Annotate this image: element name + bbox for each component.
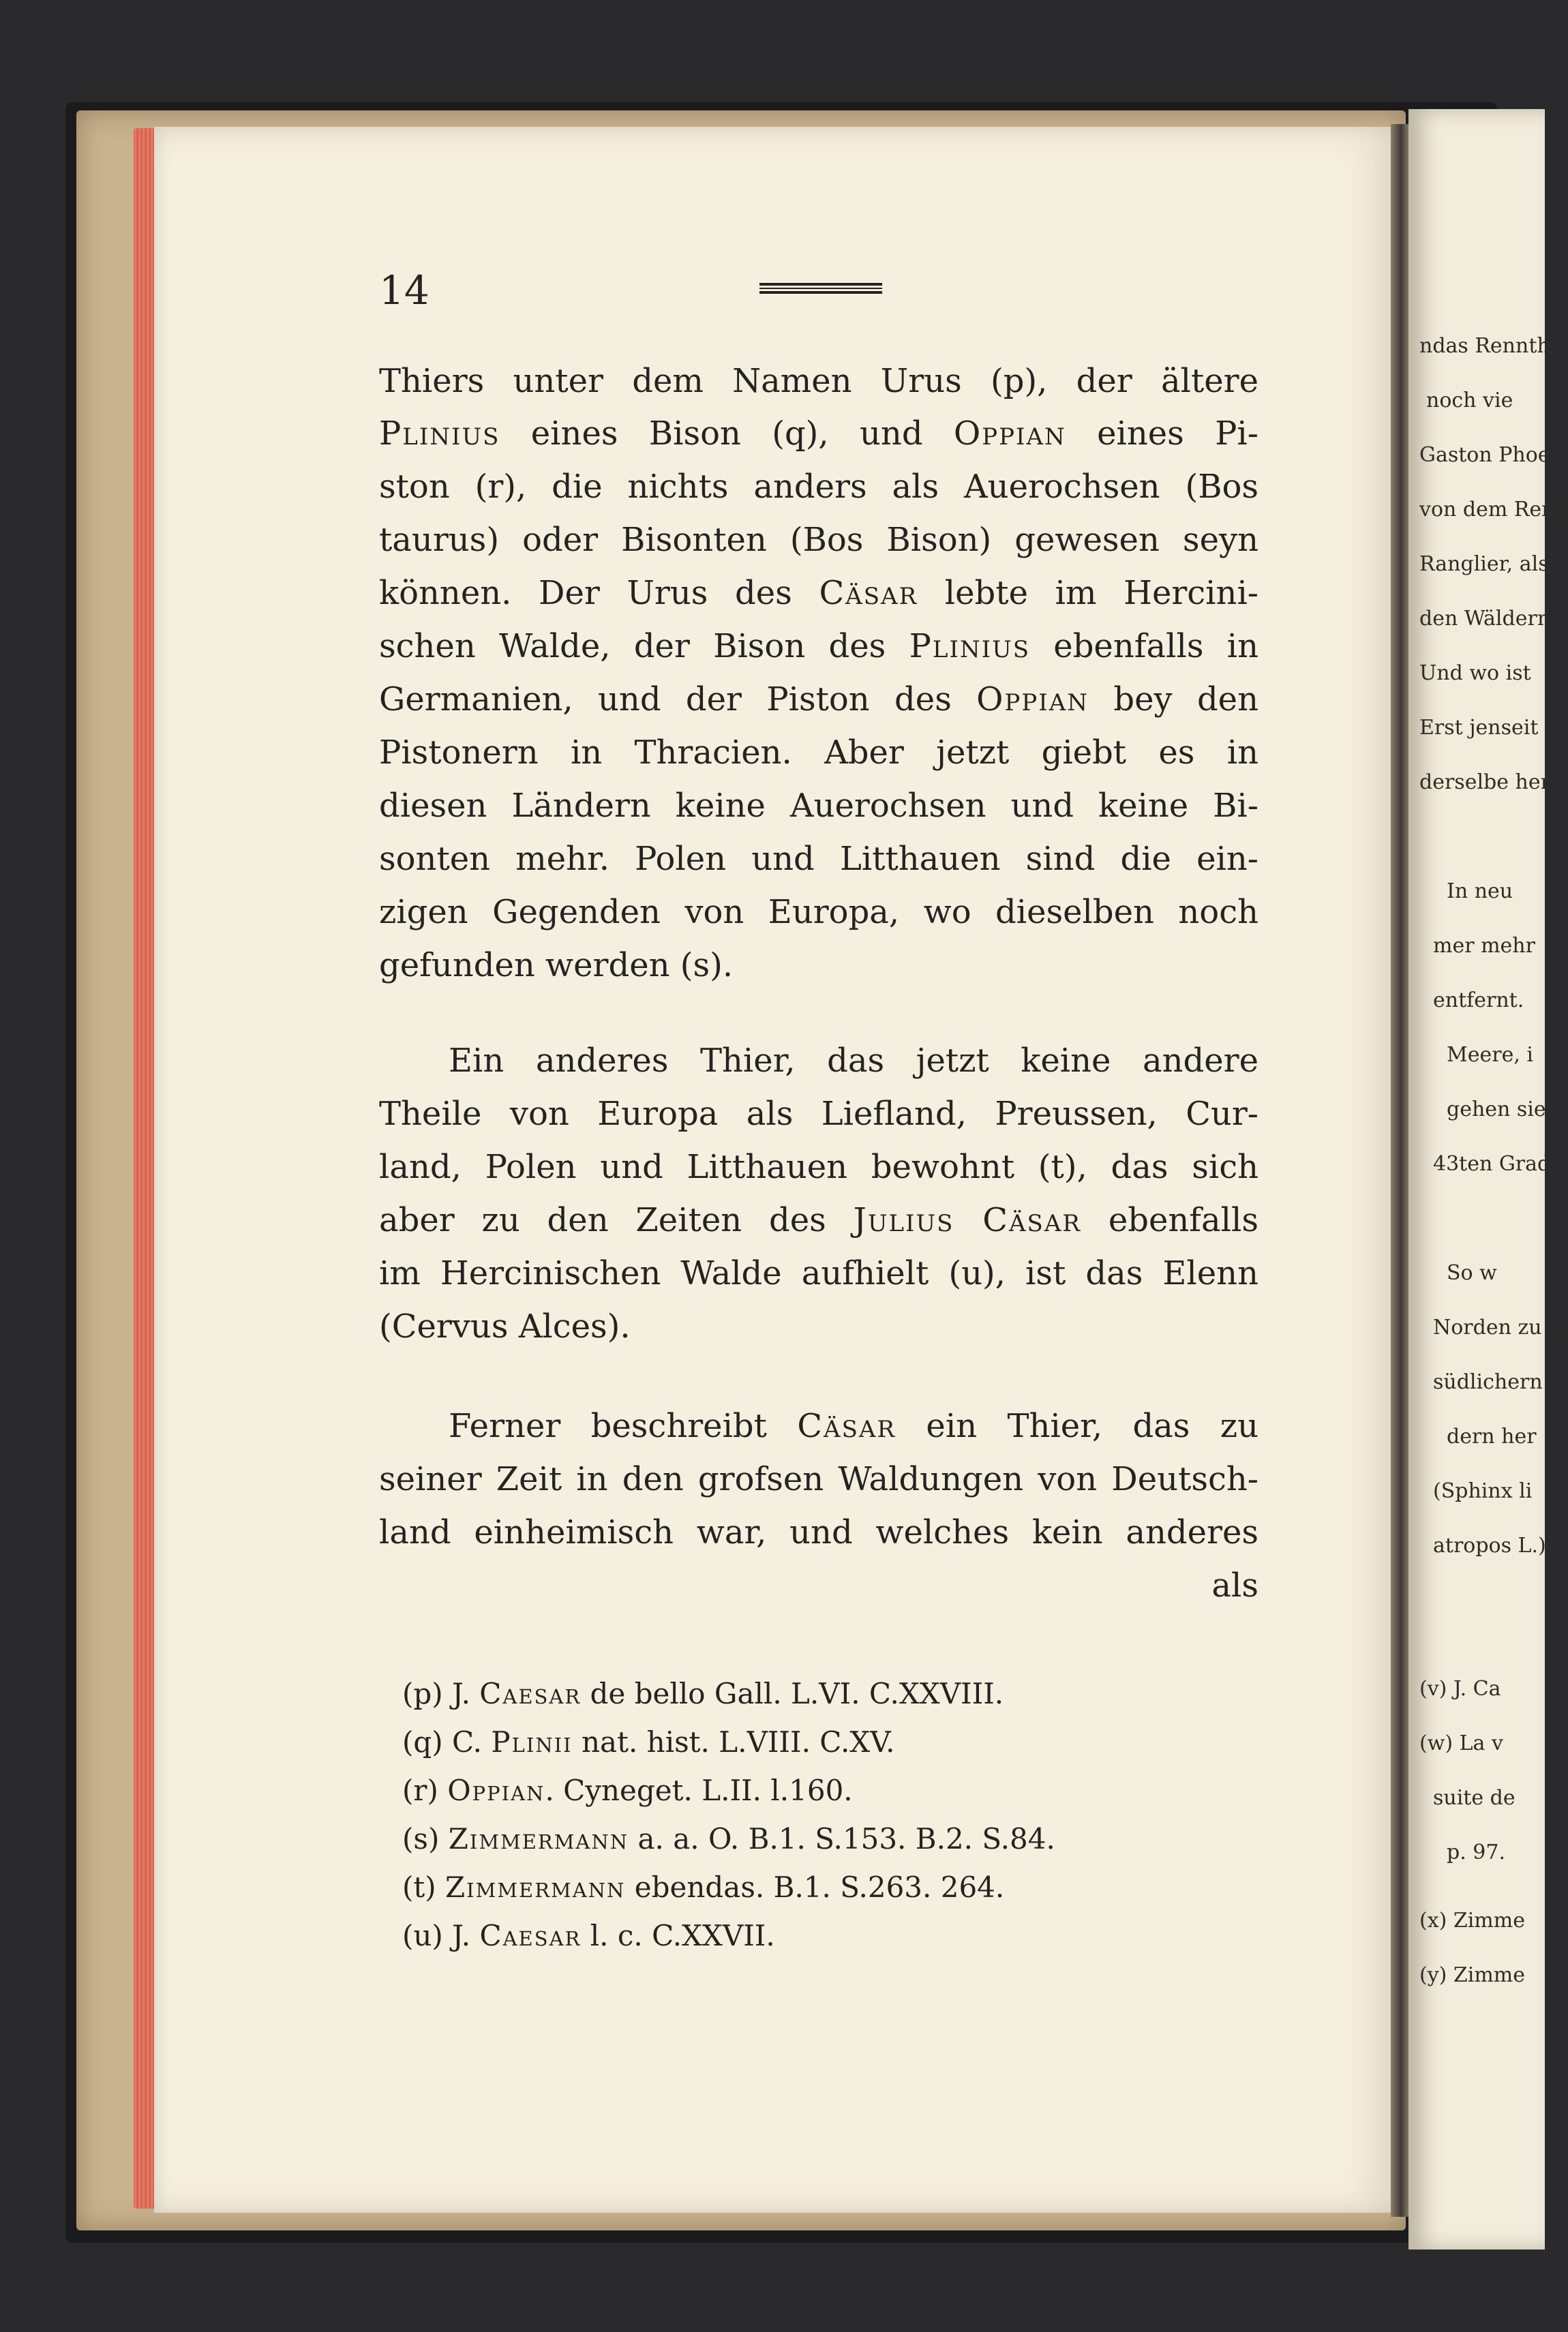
facing-page-fragment: Norden zu bbox=[1433, 1316, 1542, 1339]
text-line: Plinius eines Bison (q), und Oppian eines Pi- bbox=[379, 414, 1259, 453]
small-caps-name: Cäsar bbox=[797, 1407, 896, 1445]
facing-page-fragment: (Sphinx li bbox=[1433, 1479, 1533, 1503]
text-line: als bbox=[1211, 1566, 1258, 1605]
footnote: (t) Zimmermann ebendas. B.1. S.263. 264. bbox=[402, 1871, 1005, 1904]
footnote: (q) C. Plinii nat. hist. L.VIII. C.XV. bbox=[402, 1725, 895, 1759]
text-line: Thiers unter dem Namen Urus (p), der ältere bbox=[379, 362, 1258, 400]
text-line: schen Walde, der Bison des Plinius ebenfalls in bbox=[379, 627, 1259, 665]
facing-page-fragment: (y) Zimme bbox=[1419, 1963, 1525, 1987]
text-line: seiner Zeit in den grofsen Waldungen von Deutsch- bbox=[379, 1460, 1258, 1498]
facing-page-fragment: dern her bbox=[1447, 1425, 1537, 1449]
facing-page-fragment: suite de bbox=[1433, 1786, 1516, 1810]
facing-page-fragment: Gaston Phoe bbox=[1419, 443, 1550, 467]
facing-page-fragment: (v) J. Ca bbox=[1419, 1677, 1501, 1701]
text-line: im Hercinischen Walde aufhielt (u), ist das Elenn bbox=[379, 1254, 1258, 1292]
facing-page-fragment: südlichern bbox=[1433, 1370, 1543, 1394]
small-caps-name: Zimmermann bbox=[445, 1871, 626, 1904]
footnote: (r) Oppian. Cyneget. L.II. l.160. bbox=[402, 1774, 853, 1807]
facing-page-fragment: ndas Rennth bbox=[1419, 334, 1550, 358]
text-line: taurus) oder Bisonten (Bos Bison) gewesen seyn bbox=[379, 521, 1258, 559]
facing-page-fragment: gehen sie bbox=[1447, 1097, 1546, 1121]
text-line: ston (r), die nichts anders als Auerochsen (Bos bbox=[379, 468, 1258, 506]
small-caps-name: Plinius bbox=[909, 627, 1031, 665]
facing-page-fragment: noch vie bbox=[1426, 389, 1513, 412]
small-caps-name: Cäsar bbox=[819, 574, 918, 612]
facing-page-fragment: In neu bbox=[1447, 879, 1513, 903]
facing-page-fragment: Meere, i bbox=[1447, 1043, 1533, 1067]
facing-page-fragment: mer mehr bbox=[1433, 934, 1535, 958]
small-caps-name: Oppian bbox=[976, 680, 1089, 718]
book-page-right-partial bbox=[1408, 109, 1568, 2250]
facing-page-fragment: 43ten Grad bbox=[1433, 1152, 1551, 1176]
footnote: (u) J. Caesar l. c. C.XXVII. bbox=[402, 1919, 775, 1952]
text-line: zigen Gegenden von Europa, wo dieselben noch bbox=[379, 893, 1258, 931]
facing-page-fragment: (x) Zimme bbox=[1419, 1909, 1525, 1933]
facing-page-fragment: derselbe her bbox=[1419, 770, 1550, 794]
page-number: 14 bbox=[379, 267, 429, 314]
text-line: aber zu den Zeiten des Julius Cäsar ebenfalls bbox=[379, 1201, 1259, 1239]
text-line: Germanien, und der Piston des Oppian bey den bbox=[379, 680, 1258, 718]
text-line: gefunden werden (s). bbox=[379, 946, 734, 984]
small-caps-name: Caesar bbox=[479, 1677, 582, 1710]
facing-page-fragment: entfernt. bbox=[1433, 988, 1524, 1012]
text-line: land, Polen und Litthauen bewohnt (t), das sich bbox=[379, 1148, 1258, 1186]
text-line: land einheimisch war, und welches kein anderes bbox=[379, 1513, 1258, 1551]
text-line: Theile von Europa als Liefland, Preussen, Cur- bbox=[379, 1095, 1258, 1133]
facing-page-fragment: von dem Renn bbox=[1419, 498, 1568, 521]
small-caps-name: Julius Cäsar bbox=[853, 1201, 1081, 1239]
facing-page-fragment: So w bbox=[1447, 1261, 1497, 1285]
text-line: (Cervus Alces). bbox=[379, 1307, 631, 1346]
facing-page-fragment: Ranglier, als bbox=[1419, 552, 1549, 576]
text-line: Ein anderes Thier, das jetzt keine andere bbox=[449, 1042, 1258, 1080]
facing-page-fragment: Und wo ist bbox=[1419, 661, 1531, 685]
small-caps-name: Oppian bbox=[447, 1774, 545, 1807]
facing-page-fragment: Erst jenseit bbox=[1419, 716, 1539, 740]
text-line: Ferner beschreibt Cäsar ein Thier, das zu bbox=[449, 1407, 1259, 1445]
small-caps-name: Oppian bbox=[953, 414, 1066, 453]
page-edges-red bbox=[134, 128, 157, 2209]
header-ornament-rule bbox=[759, 283, 882, 294]
footnote: (p) J. Caesar de bello Gall. L.VI. C.XXVIII. bbox=[402, 1677, 1004, 1710]
text-line: können. Der Urus des Cäsar lebte im Hercini- bbox=[379, 574, 1259, 612]
small-caps-name: Caesar bbox=[479, 1919, 582, 1952]
text-line: Pistonern in Thracien. Aber jetzt giebt es in bbox=[379, 733, 1258, 772]
text-line: sonten mehr. Polen und Litthauen sind die ein- bbox=[379, 840, 1258, 878]
footnote: (s) Zimmermann a. a. O. B.1. S.153. B.2. S.84. bbox=[402, 1822, 1055, 1856]
facing-page-fragment: p. 97. bbox=[1447, 1841, 1505, 1864]
small-caps-name: Plinius bbox=[379, 414, 500, 453]
text-line: diesen Ländern keine Auerochsen und keine Bi- bbox=[379, 787, 1258, 825]
small-caps-name: Zimmermann bbox=[448, 1822, 629, 1856]
facing-page-fragment: (w) La v bbox=[1419, 1731, 1503, 1755]
facing-page-fragment: den Wäldern bbox=[1419, 607, 1551, 631]
small-caps-name: Plinii bbox=[491, 1725, 573, 1759]
facing-page-fragment: atropos L.) bbox=[1433, 1534, 1546, 1558]
